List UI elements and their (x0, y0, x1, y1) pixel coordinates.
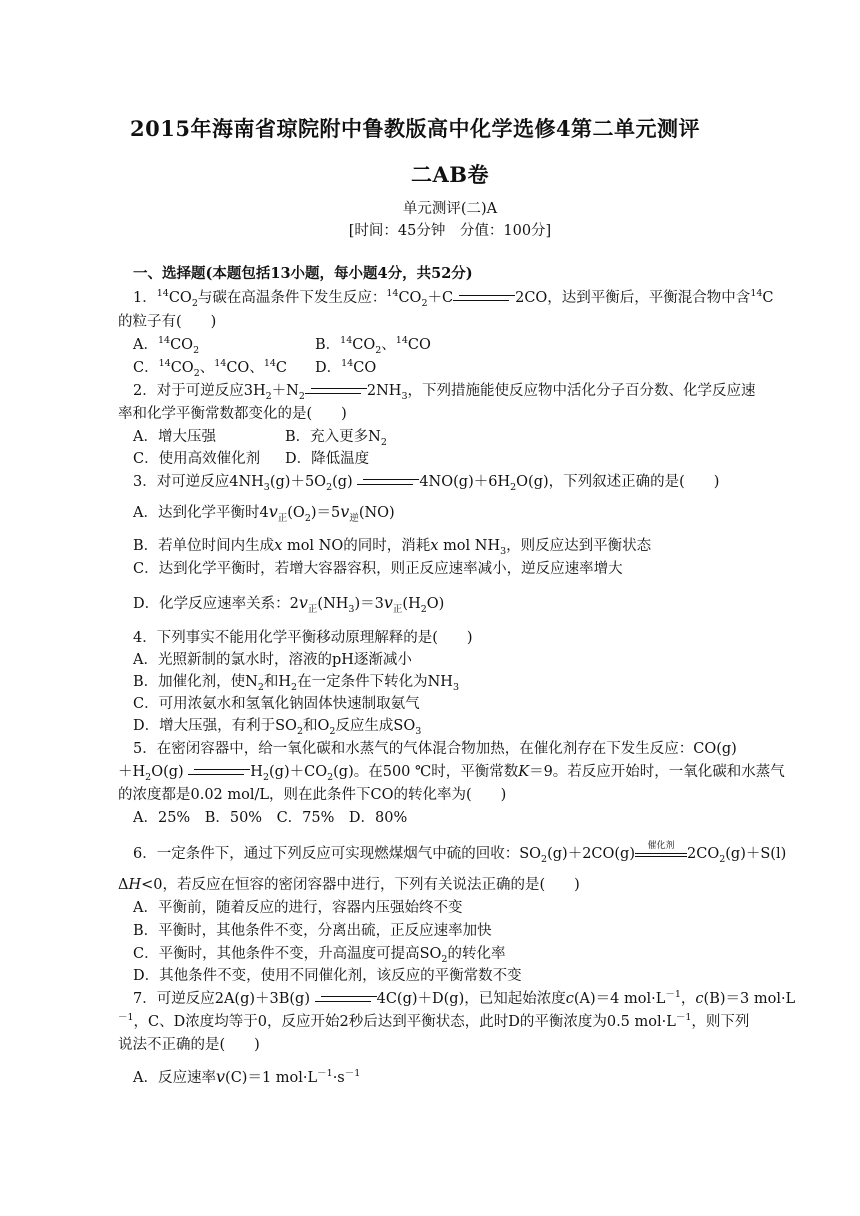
equilibrium-arrow-icon (305, 385, 367, 397)
question-5-line-2: $+H_2O(g)$ $H_2(g)+CO_2(g)$。在500 ℃时，平衡常数K＝9。若反应开始时，一氧化碳和水蒸气 (118, 764, 785, 783)
question-5-line-3: 的浓度都是0.02 mol/L，则在此条件下CO的转化率为( ) (118, 787, 507, 803)
question-3-option-d: D．化学反应速率关系：$2v_正(NH_3)=3v_正(H_2O)$ (133, 593, 445, 615)
question-5-options: A．25% B．50% C．75% D．80% (133, 810, 408, 826)
question-1-option-d: D．$^{14}$CO (315, 358, 377, 376)
question-2-line-1: 2．对于可逆反应$3H_2+N_2$ $2NH_3$，下列措施能使反应物中活化分子百分数、化学反应速 (133, 383, 756, 402)
question-3-line-1: 3．对可逆反应$4NH_3(g)+5O_2(g)$ $4NO(g)+6H_2O(g)$，下列叙述正确的是( ) (133, 474, 720, 493)
equilibrium-arrow-icon (315, 993, 377, 1005)
question-4-option-d: D．增大压强，有利于$SO_2$和$O_2$反应生成$SO_3$ (133, 718, 422, 737)
question-4-option-b: B．加催化剂，使$N_2$和$H_2$在一定条件下转化为$NH_3$ (133, 674, 459, 693)
question-7-line-1: 7．可逆反应2A(g)＋3B(g) 4C(g)＋D(g)，已知起始浓度c(A)＝4 $mol\cdot L^{-1}$，c(B)＝3 mol·L (133, 989, 796, 1007)
question-3-option-a: A．达到化学平衡时$4v_正(O_2)=5v_逆(NO)$ (133, 502, 395, 524)
question-7-option-a: A．反应速率v(C)＝1 $mol\cdot L^{-1}\cdot s^{-1}$ (133, 1067, 361, 1086)
question-3-option-b: B．若单位时间内生成x mol NO的同时，消耗x mol $NH_3$，则反应达到平衡状态 (133, 538, 652, 557)
question-1-option-b: B．$^{14}CO_2$、$^{14}$CO (315, 335, 431, 356)
equilibrium-arrow-icon (188, 766, 250, 778)
equilibrium-arrow-icon (453, 292, 515, 304)
section-heading-choice: 一、选择题(本题包括13小题，每小题4分，共52分) (133, 265, 473, 282)
catalyst-arrow-icon: 催化剂 (635, 847, 687, 861)
question-1-option-a: A．$^{14}CO_2$ (133, 335, 200, 356)
time-score-info: [时间：45分钟 分值：100分] (348, 223, 552, 239)
document-title-line-2: 二AB卷 (410, 162, 490, 187)
document-subtitle: 单元测评(二)A (402, 201, 498, 217)
question-4-stem: 4．下列事实不能用化学平衡移动原理解释的是( ) (133, 630, 473, 646)
equilibrium-arrow-icon (357, 476, 419, 488)
question-3-option-c: C．达到化学平衡时，若增大容器容积，则正反应速率减小，逆反应速率增大 (133, 561, 623, 577)
question-1-line-1: 1．$^{14}CO_2$与碳在高温条件下发生反应：$^{14}CO_2+C$ 2CO，达到平衡后，平衡混合物中含$^{14}$C (133, 288, 774, 309)
question-2-option-c: C．使用高效催化剂 (133, 451, 261, 467)
question-6-line-1: 6．一定条件下，通过下列反应可实现燃煤烟气中硫的回收：$SO_2(g)+2CO(g)$ 催化剂 $2CO_2(g)+S(l)$ (133, 841, 787, 865)
question-4-option-c: C．可用浓氨水和氢氧化钠固体快速制取氨气 (133, 696, 420, 712)
question-6-option-d: D．其他条件不变，使用不同催化剂，该反应的平衡常数不变 (133, 968, 522, 984)
question-2-option-a: A．增大压强 (133, 429, 216, 445)
question-1-line-2: 的粒子有( ) (118, 314, 217, 330)
question-5-line-1: 5．在密闭容器中，给一氧化碳和水蒸气的气体混合物加热，在催化剂存在下发生反应：CO(g) (133, 741, 737, 757)
question-2-option-b: B．充入更多$N_2$ (285, 429, 387, 448)
question-7-line-3: 说法不正确的是( ) (118, 1037, 260, 1053)
question-6-option-c: C．平衡时，其他条件不变，升高温度可提高$SO_2$的转化率 (133, 946, 506, 965)
question-7-line-2: $^{-1}$，C、D浓度均等于0，反应开始2秒后达到平衡状态，此时D的平衡浓度为0.5 $mol\cdot L^{-1}$，则下列 (118, 1012, 750, 1030)
question-6-option-a: A．平衡前，随着反应的进行，容器内压强始终不变 (133, 900, 463, 916)
question-4-option-a: A．光照新制的氯水时，溶液的pH逐渐减小 (133, 652, 412, 668)
question-2-line-2: 率和化学平衡常数都变化的是( ) (118, 406, 347, 422)
question-1-option-c: C．$^{14}CO_2$、$^{14}$CO、$^{14}$C (133, 358, 288, 379)
question-2-option-d: D．降低温度 (285, 451, 370, 467)
document-title-line-1: 2015年海南省琼院附中鲁教版高中化学选修4第二单元测评 (130, 116, 701, 141)
question-6-line-2: ΔH<0，若反应在恒容的密闭容器中进行，下列有关说法正确的是( ) (118, 877, 580, 893)
question-6-option-b: B．平衡时，其他条件不变，分离出硫，正反应速率加快 (133, 923, 492, 939)
